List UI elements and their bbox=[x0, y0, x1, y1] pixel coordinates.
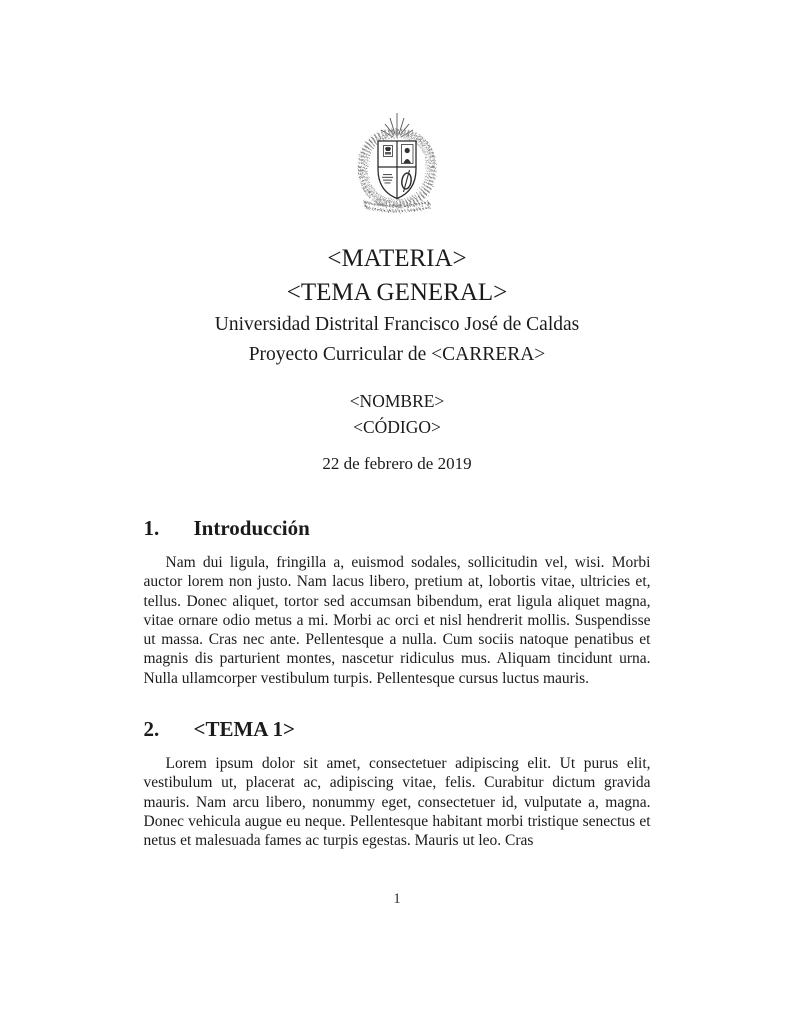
section-number: 1. bbox=[143, 516, 160, 540]
section-number: 2. bbox=[143, 717, 160, 742]
logo-container bbox=[0, 0, 794, 215]
doc-title-program: Proyecto Curricular de <CARRERA> bbox=[248, 344, 546, 365]
doc-title-materia: <MATERIA> bbox=[327, 245, 467, 272]
section-title: Introducción bbox=[193, 516, 310, 540]
doc-title-university: Universidad Distrital Francisco José de Caldas bbox=[214, 314, 580, 335]
university-crest-icon bbox=[345, 112, 449, 215]
doc-date: 22 de febrero de 2019 bbox=[322, 454, 472, 473]
section-title: <TEMA 1> bbox=[193, 717, 296, 742]
author-block bbox=[0, 388, 794, 440]
section-heading-introduccion bbox=[144, 514, 651, 542]
document-body bbox=[144, 514, 651, 851]
doc-title-tema-general: <TEMA GENERAL> bbox=[286, 279, 508, 306]
title-block bbox=[0, 242, 794, 370]
author-code: <CÓDIGO> bbox=[353, 417, 441, 437]
author-name: <NOMBRE> bbox=[349, 391, 445, 411]
page-number: 1 bbox=[393, 891, 401, 907]
section-body-paragraph: Lorem ipsum dolor sit amet, consectetuer adipiscing elit. Ut purus elit, vestibulum ut, placerat ac, adipiscing vitae, felis. Curabitur dictum gravida mauris. Nam arcu libero, nonummy eget, consectetuer id, vulputate a, magna. Donec vehicula augue eu neque. Pellentesque habitant morbi tristique senectus et netus et malesuada fames ac turpis egestas. Mauris ut leo. Cras bbox=[143, 755, 651, 850]
section-body-paragraph: Nam dui ligula, fringilla a, euismod sodales, sollicitudin vel, wisi. Morbi auctor lorem non justo. Nam lacus libero, pretium at, lobortis vitae, ultricies et, tellus. Donec aliquet, tortor sed accumsan bibendum, erat ligula aliquet magna, vitae ornare odio metus a mi. Morbi ac orci et nisl hendrerit mollis. Suspendisse ut massa. Cras nec ante. Pellentesque a nulla. Cum sociis natoque penatibus et magnis dis parturient montes, nascetur ridiculus mus. Aliquam tincidunt urna. Nulla ullamcorper vestibulum turpis. Pellentesque cursus luctus mauris. bbox=[143, 554, 651, 687]
section-heading-tema-1 bbox=[144, 715, 651, 743]
crest-shield bbox=[378, 141, 416, 199]
